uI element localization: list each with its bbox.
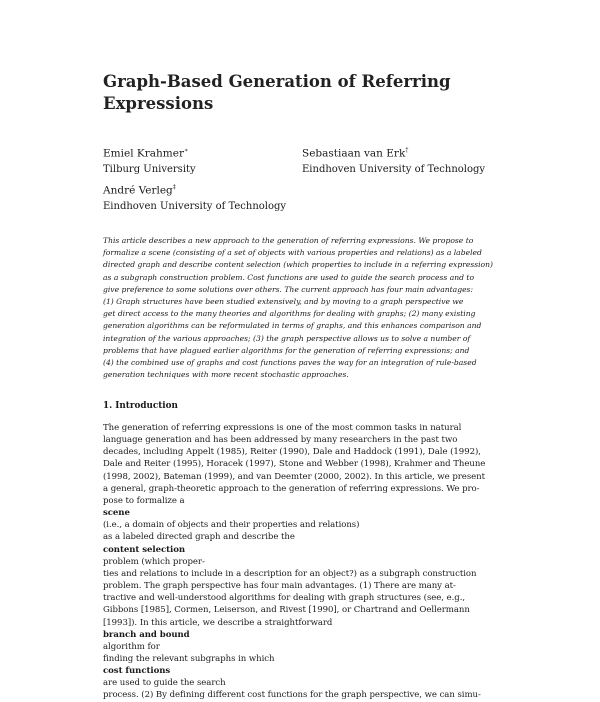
author-affiliation: Eindhoven University of Technology [302,163,486,175]
abstract-line: get direct access to the many theories and algorithms for dealing with graphs; (2) many existing [103,309,476,319]
abstract-line: integration of the various approaches; (3) the graph perspective allows us to solve a number of [103,333,471,343]
abstract-line: problems that have plagued earlier algorithms for the generation of referring expressions; and [103,345,470,355]
author-block-3 [103,180,286,214]
body-line: language generation and has been addressed by many researchers in the past two [103,435,458,446]
abstract-line: generation algorithms can be reformulated in terms of graphs, and this enhances comparison and [103,321,482,331]
term-cost-functions: cost functions [103,666,171,677]
abstract [103,235,498,381]
term-branch-and-bound: branch and bound [103,629,190,640]
body-line: decades, including Appelt (1985), Reiter (1990), Dale and Haddock (1991), Dale (1992), [103,447,481,458]
section-heading: 1. Introduction [103,401,178,411]
author-name: André Verleg‡ [103,184,176,197]
body-line: finding the relevant subgraphs in which cost functions are used to guide the search [103,653,275,689]
author-affiliation: Eindhoven University of Technology [103,200,287,212]
body-line: pose to formalize a scene (i.e., a domain of objects and their properties and relations) [103,495,360,531]
abstract-line: (1) Graph structures have been studied extensively, and by moving to a graph perspective we [103,297,464,307]
title-line-2: Expressions [103,94,214,113]
paper-title [103,71,503,115]
body-line: problem. The graph perspective has four main advantages. (1) There are many at- [103,581,456,592]
title-line-1: Graph-Based Generation of Referring [103,72,451,91]
abstract-line: (4) the combined use of graphs and cost functions paves the way for an integration of rule-based [103,358,477,368]
body-line: ties and relations to include in a description for an object?) as a subgraph construction [103,568,477,579]
abstract-line: This article describes a new approach to the generation of referring expressions. We propose to [103,236,474,245]
body-line: as a labeled directed graph and describe the content selection problem (which proper- [103,532,295,567]
body-line: process. (2) By defining different cost functions for the graph perspective, we can simu- [103,690,481,701]
abstract-line: give preference to some solutions over others. The current approach has four main advantages: [103,284,474,294]
author-affiliation: Tilburg University [103,163,196,175]
body-line: tractive and well-understood algorithms for dealing with graph structures (see, e.g., [103,593,466,604]
body-line: Dale and Reiter (1995), Horacek (1997), Stone and Webber (1998), Krahmer and Theune [103,459,486,470]
body-line: Gibbons [1985], Cormen, Leiserson, and Rivest [1990], or Chartrand and Oellermann [103,605,470,616]
author-block-2 [302,143,485,177]
term-scene: scene [103,508,130,519]
abstract-line: as a subgraph construction problem. Cost functions are used to guide the search process and to [103,272,475,282]
term-content-selection: content selection [103,544,186,555]
abstract-line: generation techniques with more recent stochastic approaches. [103,370,349,380]
abstract-line: formalize a scene (consisting of a set of objects with various properties and relations) as a labeled [103,248,482,258]
author-name: Sebastiaan van Erk† [302,147,409,160]
author-name: Emiel Krahmer∗ [103,147,189,160]
body-line: [1993]). In this article, we describe a straightforward branch and bound algorithm for [103,617,333,652]
abstract-line: directed graph and describe content selection (which properties to include in a referring expression) [103,260,493,270]
body-line: a general, graph-theoretic approach to the generation of referring expressions. We pro- [103,483,480,494]
body-text [103,422,498,702]
body-line: The generation of referring expressions is one of the most common tasks in natural [103,423,462,433]
author-block-1 [103,143,196,177]
body-line: (1998, 2002), Bateman (1999), and van Deemter (2000, 2002). In this article, we present [103,471,485,482]
